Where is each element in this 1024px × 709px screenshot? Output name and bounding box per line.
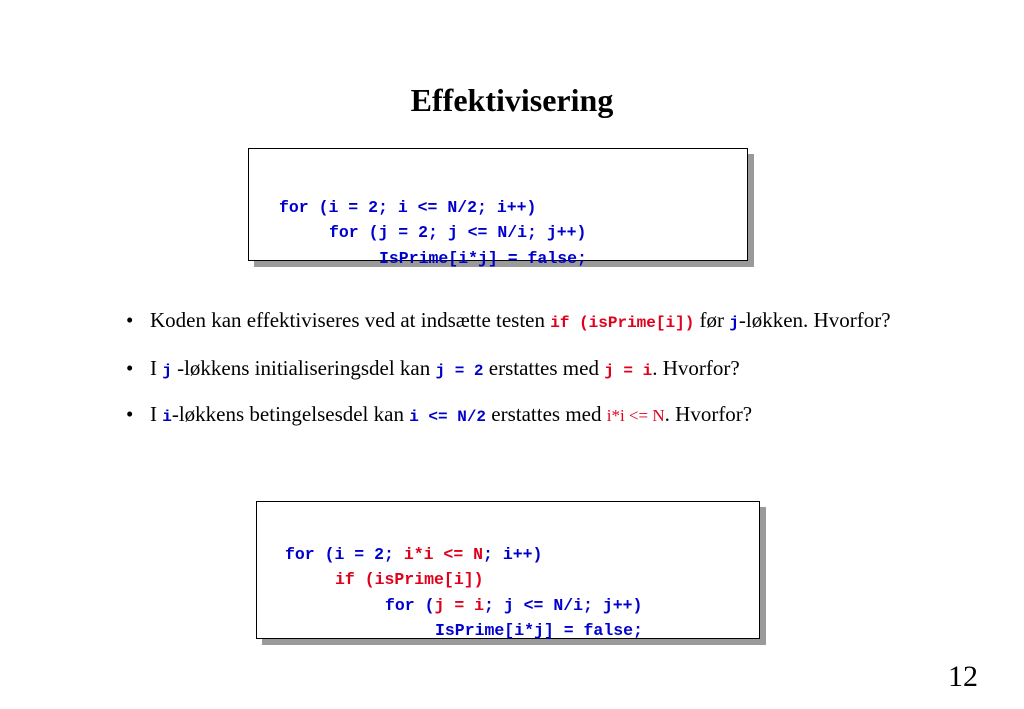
bullet-dot: • [126,308,134,332]
bullet-dot: • [126,402,134,426]
code-block-original [279,169,587,271]
bullet-item-3 [120,399,920,433]
bullet-item-1 [120,305,920,339]
code-line-1: for (i = 2; i*i <= N; i++) [285,544,543,564]
code-line-3: for (j = i; j <= N/i; j++) [385,595,643,615]
code-box-optimized [256,501,760,639]
bullet-text: erstattes med [483,356,605,380]
bullet-list [120,305,920,439]
bullet-text: -løkkens initialiseringsdel kan [171,356,436,380]
code-inline: j [729,314,739,332]
code-inline: i <= N/2 [409,408,487,426]
code-line-4: IsPrime[i*j] = false; [435,621,643,640]
code-line-2: if (isPrime[i]) [335,570,484,589]
slide-title: Effektivisering [410,82,614,118]
code-line-2: for (j = 2; j <= N/i; j++) [329,223,587,242]
page-number: 12 [948,660,978,693]
bullet-dot: • [126,356,134,380]
code-inline: j = i [604,362,653,380]
bullet-text: Koden kan effektiviseres ved at indsætte testen [150,308,551,332]
bullet-text: -løkken. Hvorfor? [738,308,891,332]
code-line-3: IsPrime[i*j] = false; [379,248,587,268]
code-inline: i*i <= N [606,406,665,425]
bullet-item-2 [120,353,920,387]
code-inline: if (isPrime[i]) [550,314,695,332]
code-inline: j [162,362,172,380]
code-block-optimized [285,516,643,644]
code-line-1: for (i = 2; i <= N/2; i++) [279,197,537,217]
bullet-text: I [150,356,163,380]
code-inline: i [162,408,172,426]
code-inline: j = 2 [435,362,484,380]
code-box-original [248,148,748,268]
bullet-text: I [150,402,163,426]
bullet-text: erstattes med [486,402,607,426]
bullet-text: -løkkens betingelsesdel kan [171,402,410,426]
bullet-text: . Hvorfor? [652,356,740,380]
bullet-text: før [694,308,730,332]
bullet-text: . Hvorfor? [664,402,753,426]
